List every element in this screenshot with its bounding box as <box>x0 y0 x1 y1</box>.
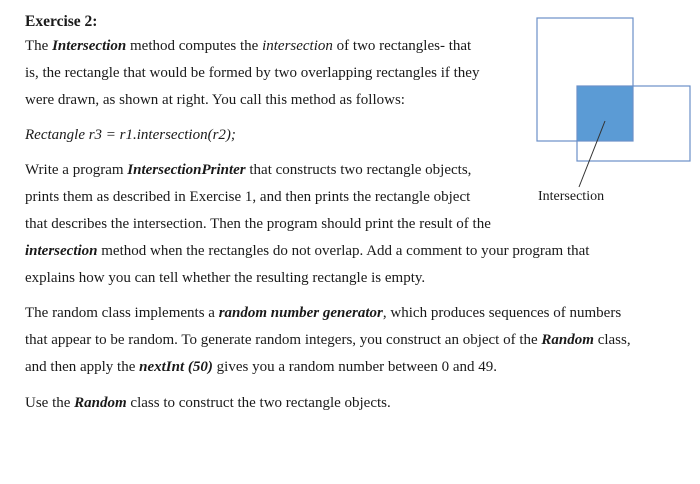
para2-line3: that describes the intersection. Then the program should print the result of the <box>25 216 491 232</box>
para1-line1 <box>25 37 471 55</box>
text: and then apply the <box>25 359 140 375</box>
text: method computes the <box>126 38 263 54</box>
intersection-rectangle <box>577 86 633 141</box>
text: class, <box>593 332 631 348</box>
text: , which produces sequences of numbers <box>382 305 622 321</box>
term-intersection-bold: intersection <box>25 243 98 259</box>
para3-line2 <box>25 331 631 349</box>
para4-line1 <box>25 394 391 412</box>
para3-line1 <box>25 304 621 322</box>
text: that constructs two rectangle objects, <box>245 162 472 178</box>
text: gives you a random number between 0 and 49. <box>212 359 497 375</box>
exercise-title: Exercise 2: <box>25 13 98 30</box>
term-random: Random <box>541 332 594 348</box>
term-intersection: intersection <box>262 38 333 54</box>
text: method when the rectangles do not overlap. Add a comment to your program that <box>97 243 590 259</box>
text: The <box>25 38 53 54</box>
rectangle-r1 <box>537 18 633 141</box>
intersection-label: Intersection <box>538 189 605 204</box>
code-line: Rectangle r3 = r1.intersection(r2); <box>25 127 236 143</box>
text: Write a program <box>25 162 128 178</box>
term-random-class: Random <box>74 395 127 411</box>
para2-line5: explains how you can tell whether the resulting rectangle is empty. <box>25 270 426 286</box>
term-nextint: nextInt (50) <box>139 359 213 375</box>
para1-line3: were drawn, as shown at right. You call this method as follows: <box>25 92 405 108</box>
para1-line2: is, the rectangle that would be formed by two overlapping rectangles if they <box>25 65 480 81</box>
rectangle-r2 <box>577 86 690 161</box>
para2-line1 <box>25 161 471 179</box>
term-intersection-method: Intersection <box>52 38 127 54</box>
text: of two rectangles- that <box>332 38 472 54</box>
text: that appear to be random. To generate random integers, you construct an object of the <box>25 332 542 348</box>
text: The random class implements a <box>25 305 219 321</box>
para2-line4 <box>25 242 589 260</box>
term-random-number-generator: random number generator <box>218 305 383 321</box>
term-intersection-printer: IntersectionPrinter <box>127 162 246 178</box>
para3-line3 <box>25 358 497 376</box>
text: Use the <box>25 395 75 411</box>
pointer-line <box>579 121 605 187</box>
text: class to construct the two rectangle objects. <box>126 395 391 411</box>
para2-line2: prints them as described in Exercise 1, and then prints the rectangle object <box>25 189 471 205</box>
